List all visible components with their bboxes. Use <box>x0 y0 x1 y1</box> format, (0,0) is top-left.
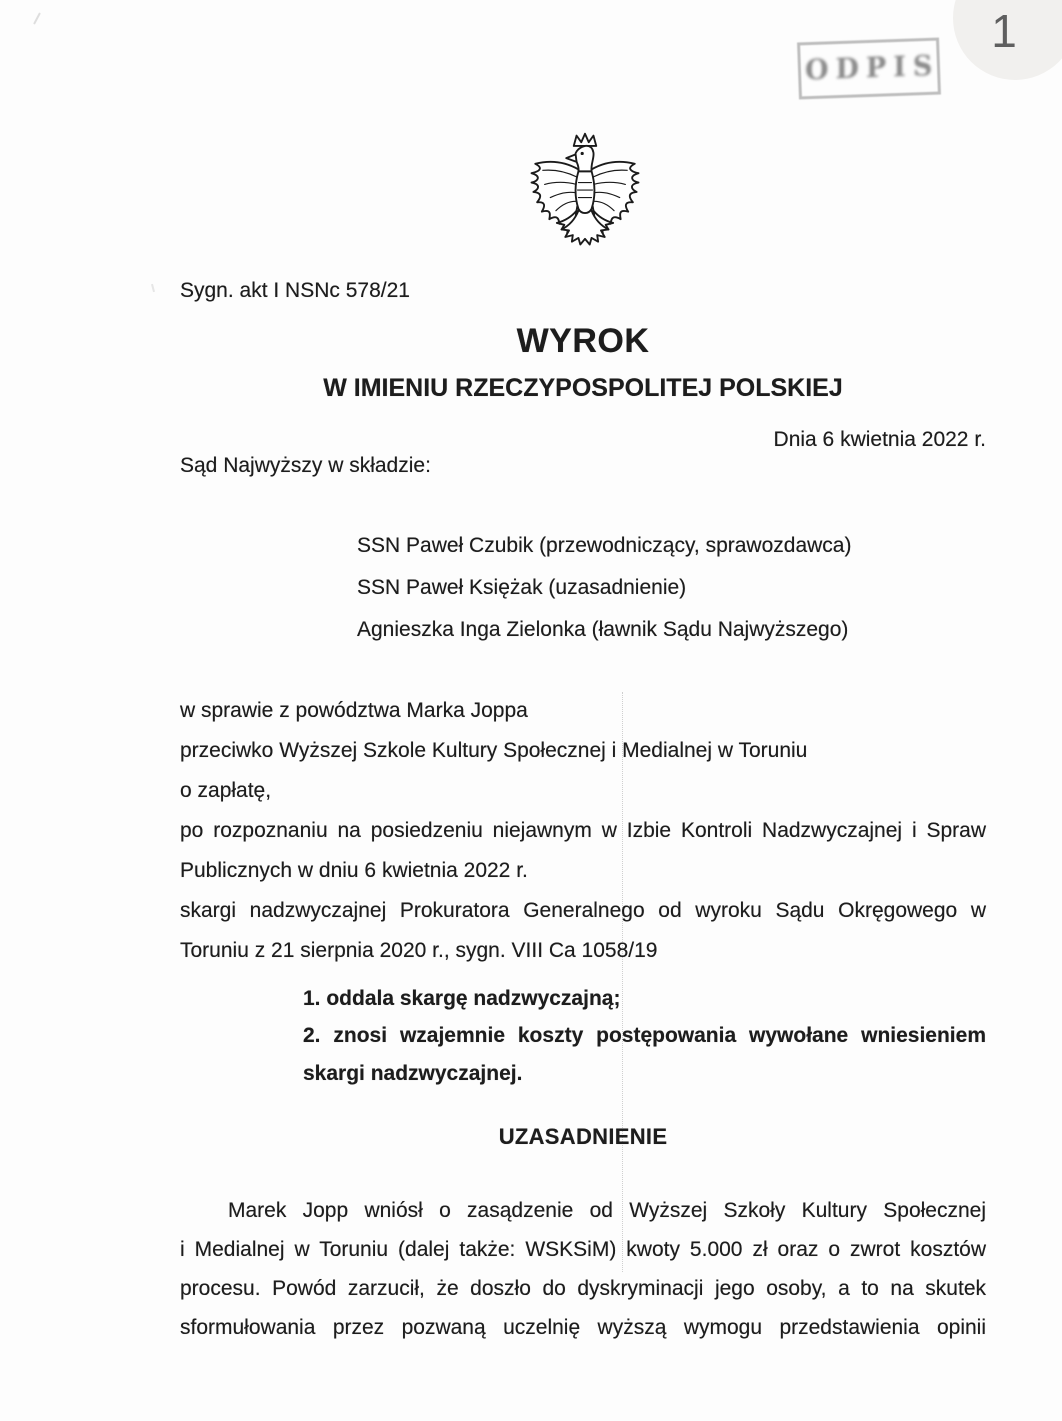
case-line: Publicznych w dniu 6 kwietnia 2022 r. <box>180 859 528 882</box>
polish-eagle-emblem <box>524 130 646 252</box>
case-line: o zapłatę, <box>180 779 272 802</box>
judgment-date: Dnia 6 kwietnia 2022 r. <box>773 428 986 451</box>
case-line: skargi nadzwyczajnej Prokuratora Generalnego od wyroku Sądu Okręgowego w <box>180 899 986 922</box>
justification-heading: UZASADNIENIE <box>498 1124 668 1149</box>
ruling-line: 2. znosi wzajemnie koszty postępowania wywołane wniesieniem <box>303 1024 986 1047</box>
case-line: po rozpoznaniu na posiedzeniu niejawnym w Izbie Kontroli Nadzwyczajnej i Spraw <box>180 819 986 842</box>
justification-line: sformułowania przez pozwaną uczelnię wyższą wymogu przedstawienia opinii <box>180 1316 986 1339</box>
justification-line: i Medialnej w Toruniu (dalej także: WSKSiM) kwoty 5.000 zł oraz o zwrot kosztów <box>180 1238 986 1261</box>
judge-line: SSN Paweł Księżak (uzasadnienie) <box>357 576 687 599</box>
judgment-title: WYROK <box>516 322 650 360</box>
case-line: Toruniu z 21 sierpnia 2020 r., sygn. VIII Ca 1058/19 <box>180 939 658 962</box>
ruling-line: skargi nadzwyczajnej. <box>303 1062 523 1085</box>
scan-speck <box>151 284 155 292</box>
judge-line: Agnieszka Inga Zielonka (ławnik Sądu Najwyższego) <box>357 618 849 641</box>
judgment-subtitle: W IMIENIU RZECZYPOSPOLITEJ POLSKIEJ <box>323 374 843 402</box>
justification-line: Marek Jopp wniósł o zasądzenie od Wyższej Szkoły Kultury Społecznej <box>228 1199 986 1222</box>
case-line: przeciwko Wyższej Szkole Kultury Społecznej i Medialnej w Toruniu <box>180 739 808 762</box>
court-composition-intro: Sąd Najwyższy w składzie: <box>180 454 431 477</box>
judge-line: SSN Paweł Czubik (przewodniczący, sprawozdawca) <box>357 534 852 557</box>
page-number: 1 <box>991 5 1017 57</box>
case-number: Sygn. akt I NSNc 578/21 <box>180 279 410 302</box>
case-line: w sprawie z powództwa Marka Joppa <box>180 699 528 722</box>
scan-speck <box>33 12 41 24</box>
justification-line: procesu. Powód zarzucił, że doszło do dyskryminacji jego osoby, a to na skutek <box>180 1277 986 1300</box>
ruling-line: 1. oddala skargę nadzwyczajną; <box>303 987 621 1010</box>
odpis-stamp-label: ODPIS <box>805 49 940 88</box>
odpis-stamp <box>797 38 941 100</box>
